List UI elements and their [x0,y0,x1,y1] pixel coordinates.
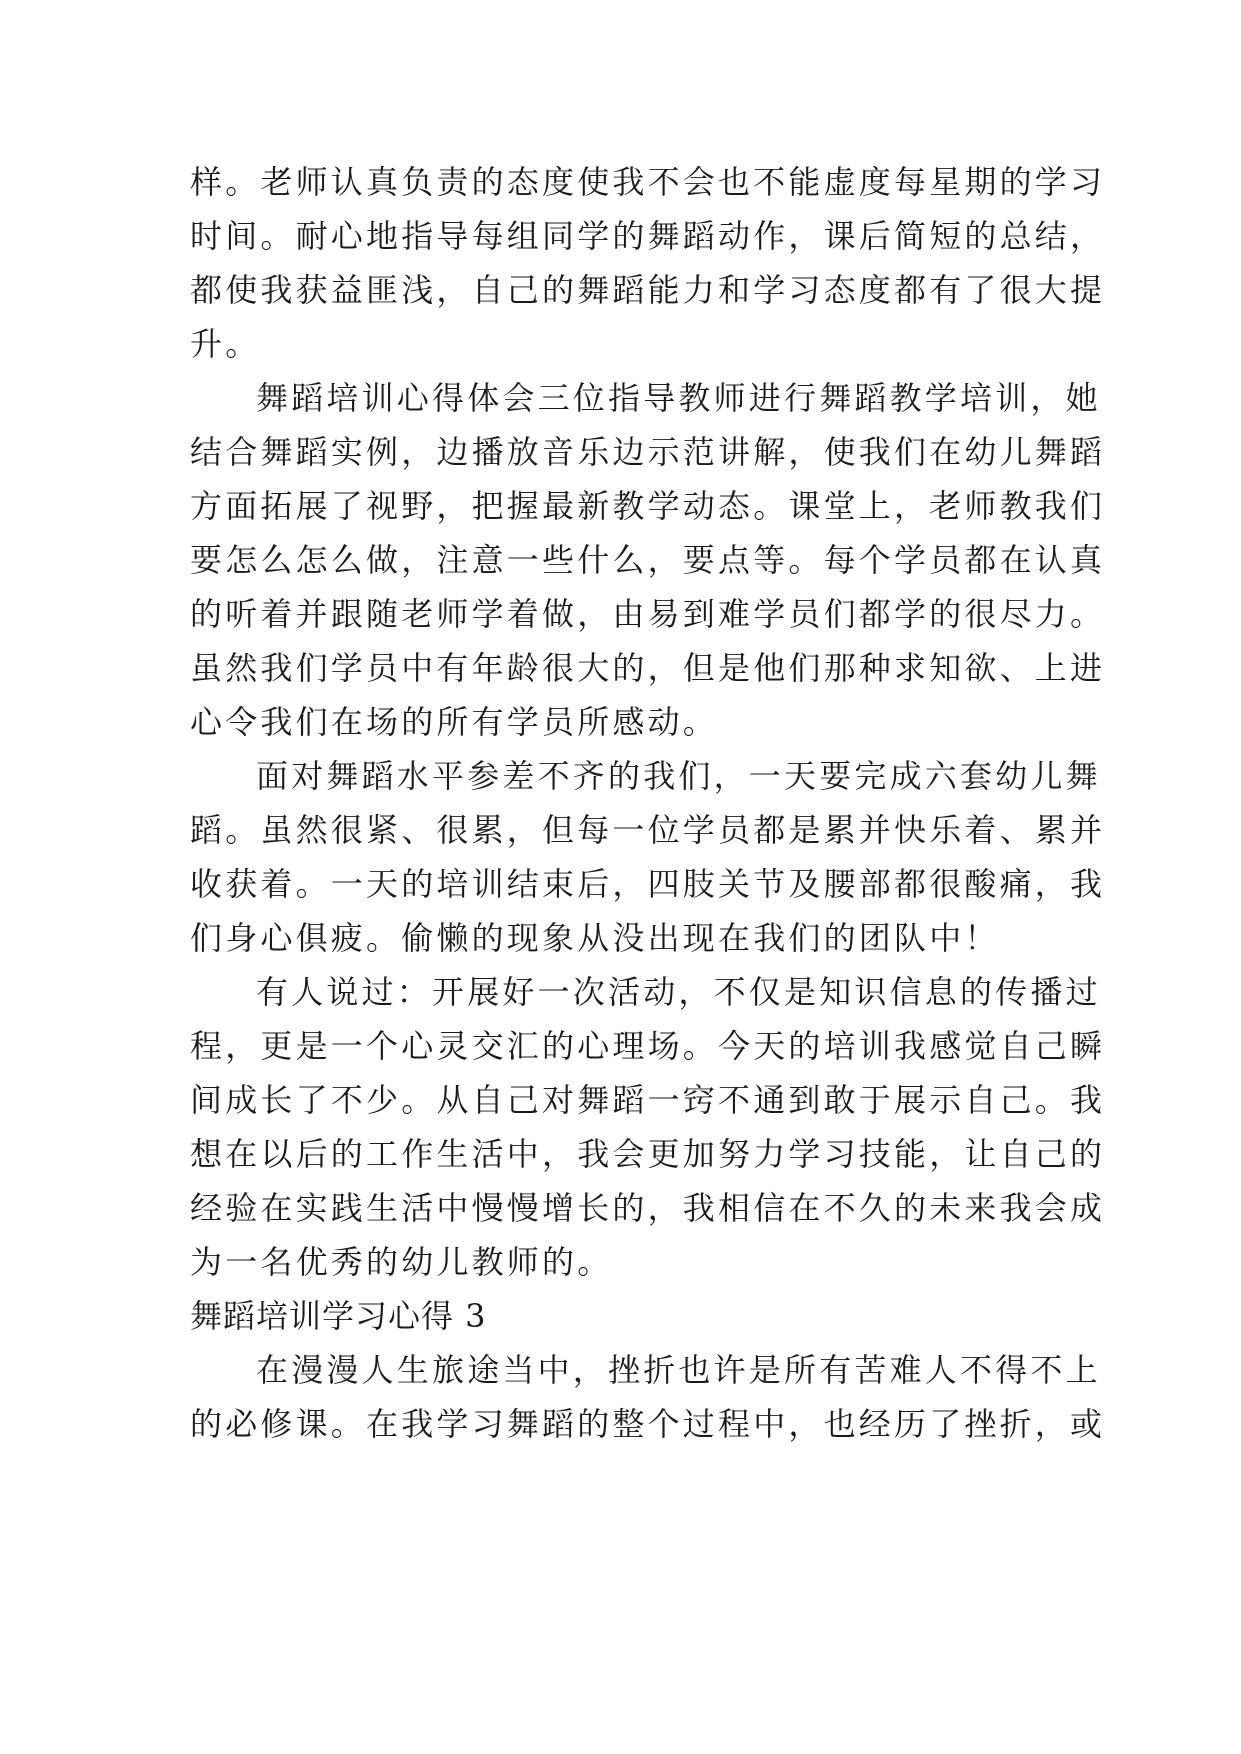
text-line: 为一名优秀的幼儿教师的。 [190,1243,613,1281]
paragraph-first-line: 舞蹈培训心得体会三位指导教师进行舞蹈教学培训，她 [256,379,1101,417]
text-line: 经验在实践生活中慢慢增长的，我相信在不久的未来我会成 [190,1189,1106,1227]
text-line: 们身心俱疲。偷懒的现象从没出现在我们的团队中！ [190,919,1000,957]
section-heading: 舞蹈培训学习心得 3 [190,1297,487,1335]
text-line: 收获着。一天的培训结束后，四肢关节及腰部都很酸痛，我 [190,865,1106,903]
text-line: 程，更是一个心灵交汇的心理场。今天的培训我感觉自己瞬 [190,1027,1106,1065]
text-line: 时间。耐心地指导每组同学的舞蹈动作，课后简短的总结， [190,217,1106,255]
paragraph-first-line: 在漫漫人生旅途当中，挫折也许是所有苦难人不得不上 [256,1351,1101,1389]
text-line: 虽然我们学员中有年龄很大的，但是他们那种求知欲、上进 [190,649,1106,687]
text-line: 结合舞蹈实例，边播放音乐边示范讲解，使我们在幼儿舞蹈 [190,433,1106,471]
text-line: 样。老师认真负责的态度使我不会也不能虚度每星期的学习 [190,163,1106,201]
text-line: 间成长了不少。从自己对舞蹈一窍不通到敢于展示自己。我 [190,1081,1106,1119]
text-line: 方面拓展了视野，把握最新教学动态。课堂上，老师教我们 [190,487,1106,525]
text-line: 蹈。虽然很紧、很累，但每一位学员都是累并快乐着、累并 [190,811,1106,849]
text-line: 升。 [190,325,261,363]
text-line: 的听着并跟随老师学着做，由易到难学员们都学的很尽力。 [190,595,1106,633]
paragraph-first-line: 面对舞蹈水平参差不齐的我们，一天要完成六套幼儿舞 [256,757,1101,795]
text-line: 想在以后的工作生活中，我会更加努力学习技能，让自己的 [190,1135,1106,1173]
text-line: 的必修课。在我学习舞蹈的整个过程中，也经历了挫折，或 [190,1405,1106,1443]
document-body [190,155,1106,1451]
text-line: 心令我们在场的所有学员所感动。 [190,703,719,741]
paragraph-first-line: 有人说过：开展好一次活动，不仅是知识信息的传播过 [256,973,1101,1011]
text-line: 要怎么怎么做，注意一些什么，要点等。每个学员都在认真 [190,541,1106,579]
text-line: 都使我获益匪浅，自己的舞蹈能力和学习态度都有了很大提 [190,271,1106,309]
